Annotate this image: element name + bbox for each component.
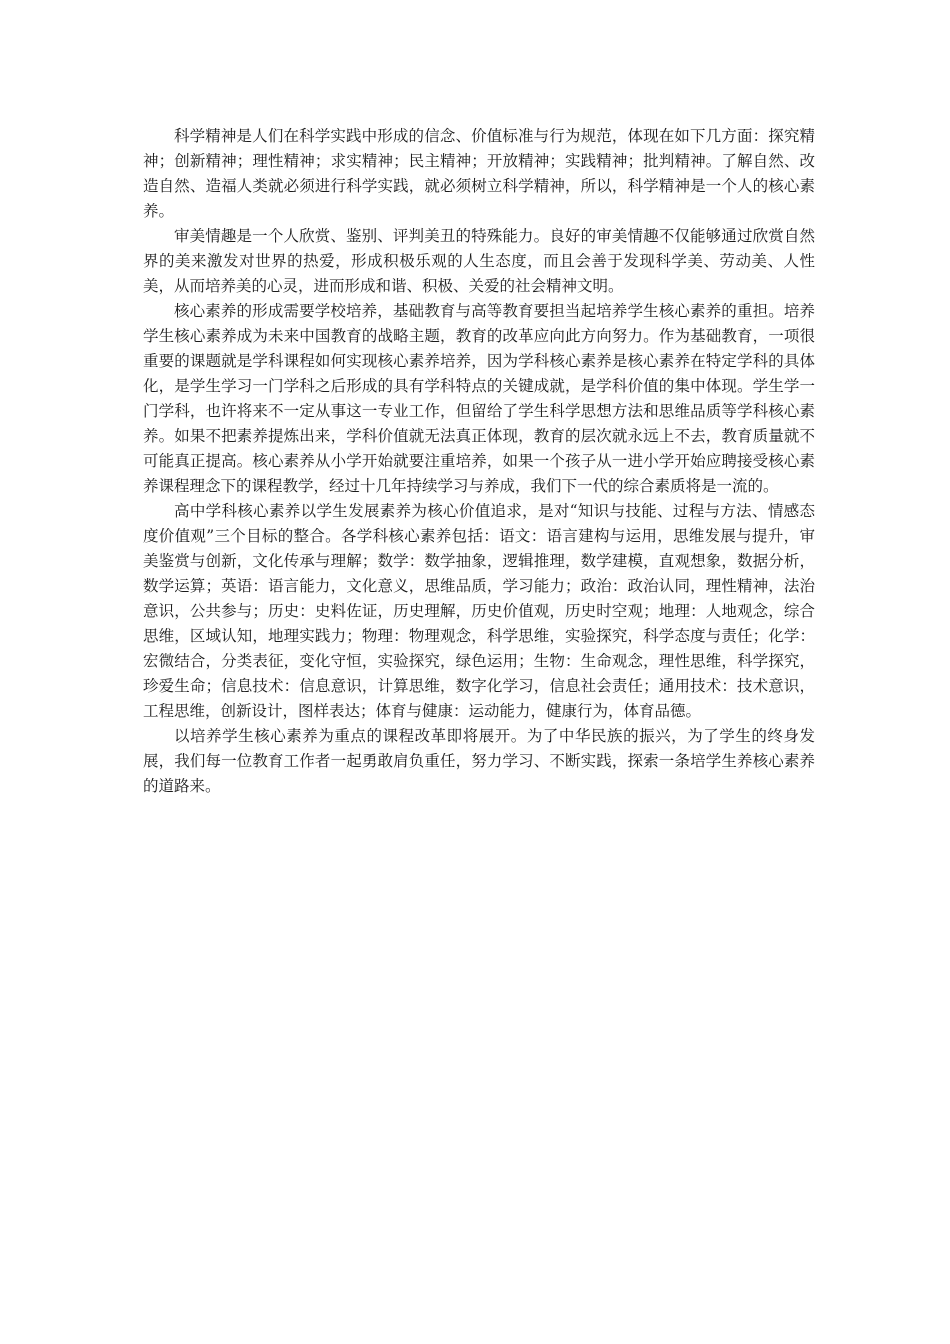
- paragraph-scientific-spirit: 科学精神是人们在科学实践中形成的信念、价值标准与行为规范，体现在如下几方面：探究精神；创新精神；理性精神；求实精神；民主精神；开放精神；实践精神；批判精神。了解自然、改造自然、造福人类就必须进行科学实践，就必须树立科学精神，所以，科学精神是一个人的核心素养。: [143, 127, 815, 220]
- document-body: [143, 124, 815, 799]
- paragraph-aesthetic-taste: 审美情趣是一个人欣赏、鉴别、评判美丑的特殊能力。良好的审美情趣不仅能够通过欣赏自然界的美来激发对世界的热爱，形成积极乐观的人生态度，而且会善于发现科学美、劳动美、人性美，从而培养美的心灵，进而形成和谐、积极、关爱的社会精神文明。: [143, 227, 815, 295]
- paragraph-curriculum-reform: 以培养学生核心素养为重点的课程改革即将展开。为了中华民族的振兴，为了学生的终身发展，我们每一位教育工作者一起勇敢肩负重任，努力学习、不断实践，探索一条培学生养核心素养的道路来。: [143, 727, 815, 795]
- paragraph-subject-core-literacy: 高中学科核心素养以学生发展素养为核心价值追求，是对“知识与技能、过程与方法、情感态度价值观”三个目标的整合。各学科核心素养包括：语文：语言建构与运用，思维发展与提升，审美鉴赏与创新，文化传承与理解；数学：数学抽象，逻辑推理，数学建模，直观想象，数据分析，数学运算；英语：语言能力，文化意义，思维品质，学习能力；政治：政治认同，理性精神，法治意识，公共参与；历史：史料佐证，历史理解，历史价值观，历史时空观；地理：人地观念，综合思维，区域认知，地理实践力；物理：物理观念，科学思维，实验探究，科学态度与责任；化学：宏微结合，分类表征，变化守恒，实验探究，绿色运用；生物：生命观念，理性思维，科学探究，珍爱生命；信息技术：信息意识，计算思维，数字化学习，信息社会责任；通用技术：技术意识，工程思维，创新设计，图样表达；体育与健康：运动能力，健康行为，体育品德。: [143, 502, 815, 720]
- paragraph-school-cultivation: 核心素养的形成需要学校培养，基础教育与高等教育要担当起培养学生核心素养的重担。培养学生核心素养成为未来中国教育的战略主题，教育的改革应向此方向努力。作为基础教育，一项很重要的课题就是学科课程如何实现核心素养培养，因为学科核心素养是核心素养在特定学科的具体化，是学生学习一门学科之后形成的具有学科特点的关键成就，是学科价值的集中体现。学生学一门学科，也许将来不一定从事这一专业工作，但留给了学生科学思想方法和思维品质等学科核心素养。如果不把素养提炼出来，学科价值就无法真正体现，教育的层次就永远上不去，教育质量就不可能真正提高。核心素养从小学开始就要注重培养，如果一个孩子从一进小学开始应聘接受核心素养课程理念下的课程教学，经过十几年持续学习与养成，我们下一代的综合素质将是一流的。: [143, 302, 815, 495]
